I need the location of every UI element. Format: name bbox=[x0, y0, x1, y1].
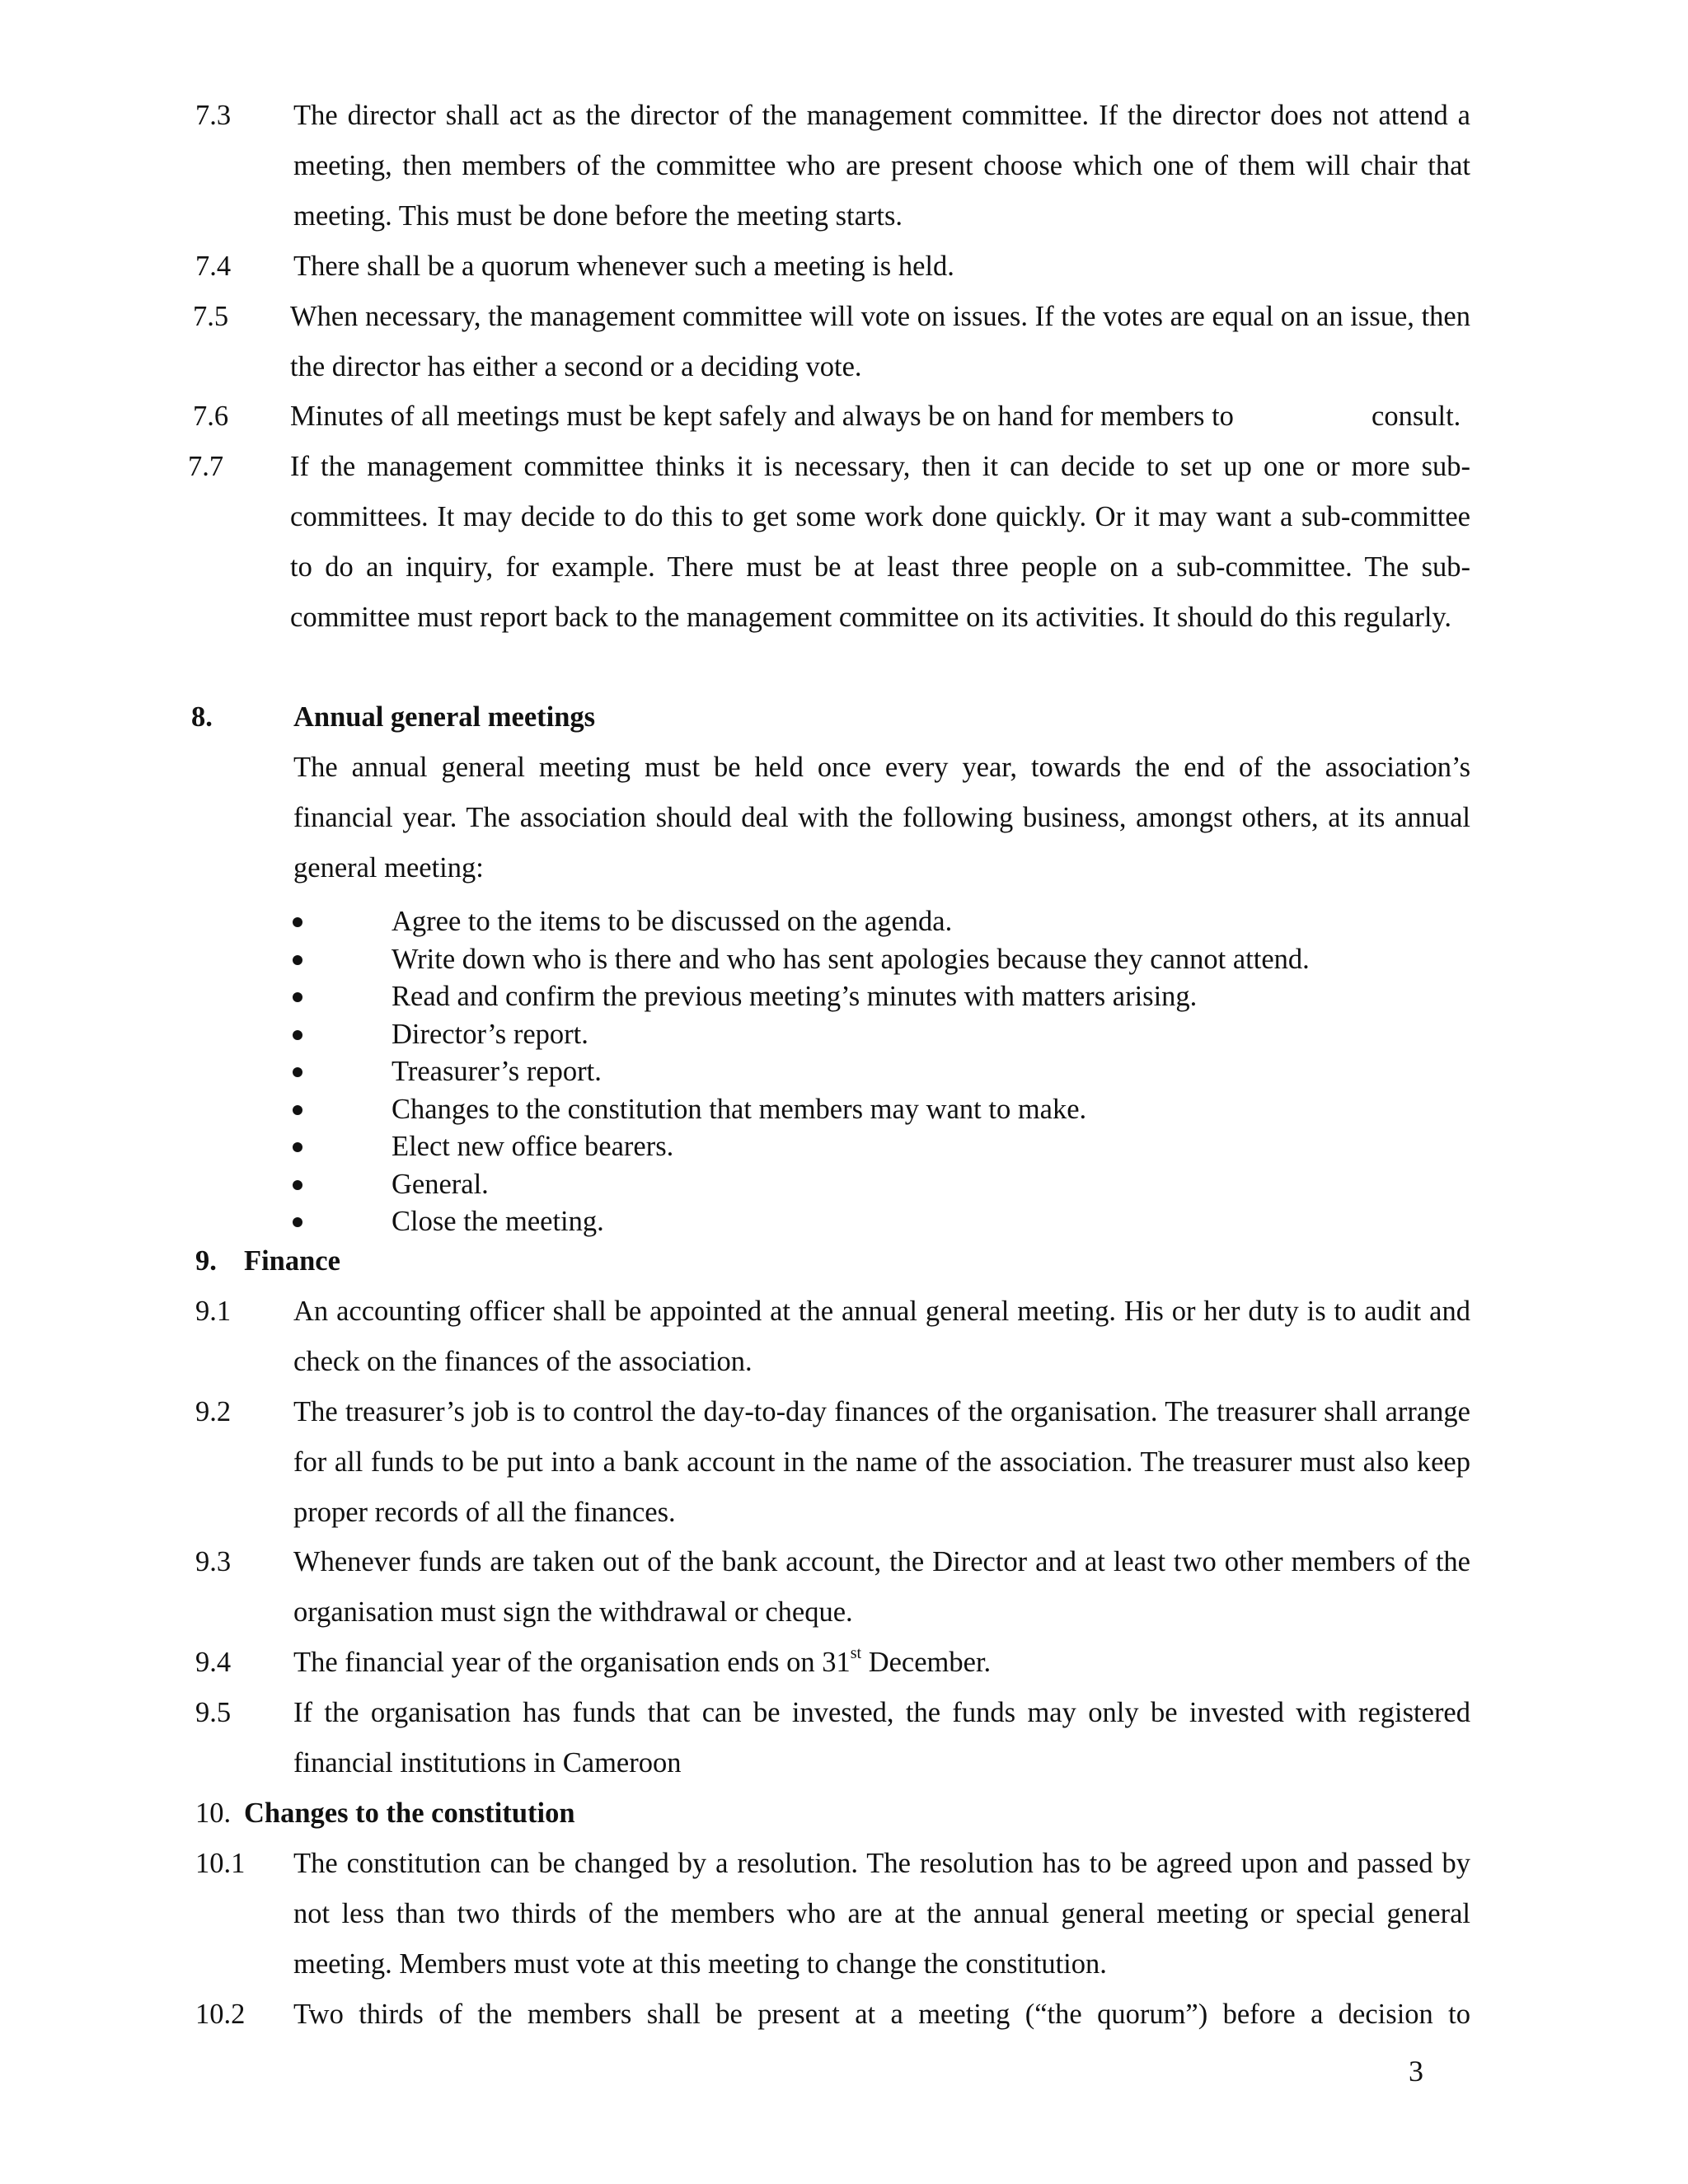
list-item: Write down who is there and who has sent apologies because they cannot attend. bbox=[293, 941, 1310, 979]
bullet-icon bbox=[293, 1180, 302, 1190]
clause-number: 9.2 bbox=[195, 1396, 232, 1427]
clause-text: There shall be a quorum whenever such a meeting is held. bbox=[293, 251, 954, 282]
clause-number: 9.4 bbox=[195, 1647, 232, 1678]
clause-text: When necessary, the management committee will vote on issues. If the votes are equal on an issue, then the director has either a second or a deciding vote. bbox=[290, 301, 1470, 382]
section-heading: Changes to the constitution bbox=[244, 1797, 575, 1829]
list-item: Director’s report. bbox=[293, 1016, 1310, 1054]
clause-number: 7.7 bbox=[188, 451, 224, 482]
bullet-icon bbox=[293, 992, 302, 1002]
section-number: 9. bbox=[195, 1245, 217, 1277]
clause-number: 7.6 bbox=[193, 401, 229, 432]
bullet-icon bbox=[293, 1142, 302, 1152]
clause-text: Whenever funds are taken out of the bank account, the Director and at least two other members of the organisation must sign the withdrawal or cheque. bbox=[293, 1546, 1470, 1628]
section-number: 10. bbox=[195, 1797, 232, 1829]
bullet-icon bbox=[293, 1067, 302, 1077]
clause-text-end: consult. bbox=[1372, 401, 1461, 432]
clause-text: An accounting officer shall be appointed at the annual general meeting. His or her duty is to audit and check on the finances of the association. bbox=[293, 1296, 1470, 1377]
list-item: Changes to the constitution that members may want to make. bbox=[293, 1091, 1310, 1129]
clause-number: 9.5 bbox=[195, 1697, 232, 1728]
section-heading: Annual general meetings bbox=[293, 701, 596, 733]
bullet-icon bbox=[293, 917, 302, 927]
clause-number: 9.3 bbox=[195, 1546, 232, 1577]
section-intro: The annual general meeting must be held once every year, towards the end of the association’s financial year. The association should deal with the following business, amongst others, at its annual general meeting: bbox=[293, 752, 1470, 883]
bullet-icon bbox=[293, 1217, 302, 1227]
clause-number: 7.4 bbox=[195, 251, 232, 282]
clause-text: The constitution can be changed by a resolution. The resolution has to be agreed upon and passed by not less than two thirds of the members who are at the annual general meeting or special general meeting. Members must vote at this meeting to change the constitution. bbox=[293, 1848, 1470, 1980]
agenda-list bbox=[293, 903, 1310, 1241]
list-item: Elect new office bearers. bbox=[293, 1128, 1310, 1166]
list-item: Agree to the items to be discussed on the agenda. bbox=[293, 903, 1310, 941]
list-item: Read and confirm the previous meeting’s minutes with matters arising. bbox=[293, 978, 1310, 1016]
clause-text: The director shall act as the director of the management committee. If the director does not attend a meeting, then members of the committee who are present choose which one of them will chair that meeting. This must be done before the meeting starts. bbox=[293, 100, 1470, 232]
clause-number: 7.3 bbox=[195, 100, 232, 131]
clause-text: Two thirds of the members shall be present at a meeting (“the quorum”) before a decision to bbox=[293, 1999, 1470, 2030]
bullet-icon bbox=[293, 955, 302, 965]
clause-number: 7.5 bbox=[193, 301, 229, 332]
clause-text: If the management committee thinks it is necessary, then it can decide to set up one or more sub-committees. It may decide to do this to get some work done quickly. Or it may want a sub-committee to do an inquiry, for example. There must be at least three people on a sub-committee. The sub-committee must report back to the management committee on its activities. It should do this regularly. bbox=[290, 451, 1470, 633]
list-item: Close the meeting. bbox=[293, 1203, 1310, 1241]
clause-text: The financial year of the organisation ends on 31st December. bbox=[293, 1643, 992, 1678]
section-number: 8. bbox=[191, 701, 213, 733]
clause-number: 10.2 bbox=[195, 1999, 246, 2030]
clause-text: The treasurer’s job is to control the day-to-day finances of the organisation. The treasurer shall arrange for all funds to be put into a bank account in the name of the association. The treasurer must also keep proper records of all the finances. bbox=[293, 1396, 1470, 1528]
clause-text: If the organisation has funds that can be invested, the funds may only be invested with registered financial institutions in Cameroon bbox=[293, 1697, 1470, 1779]
clause-number: 9.1 bbox=[195, 1296, 232, 1327]
bullet-icon bbox=[293, 1030, 302, 1040]
bullet-icon bbox=[293, 1105, 302, 1115]
list-item: Treasurer’s report. bbox=[293, 1053, 1310, 1091]
clause-number: 10.1 bbox=[195, 1848, 246, 1879]
section-heading: Finance bbox=[244, 1245, 340, 1277]
list-item: General. bbox=[293, 1166, 1310, 1204]
clause-text: Minutes of all meetings must be kept safely and always be on hand for members to bbox=[290, 401, 1234, 432]
page-number: 3 bbox=[1409, 2055, 1423, 2088]
